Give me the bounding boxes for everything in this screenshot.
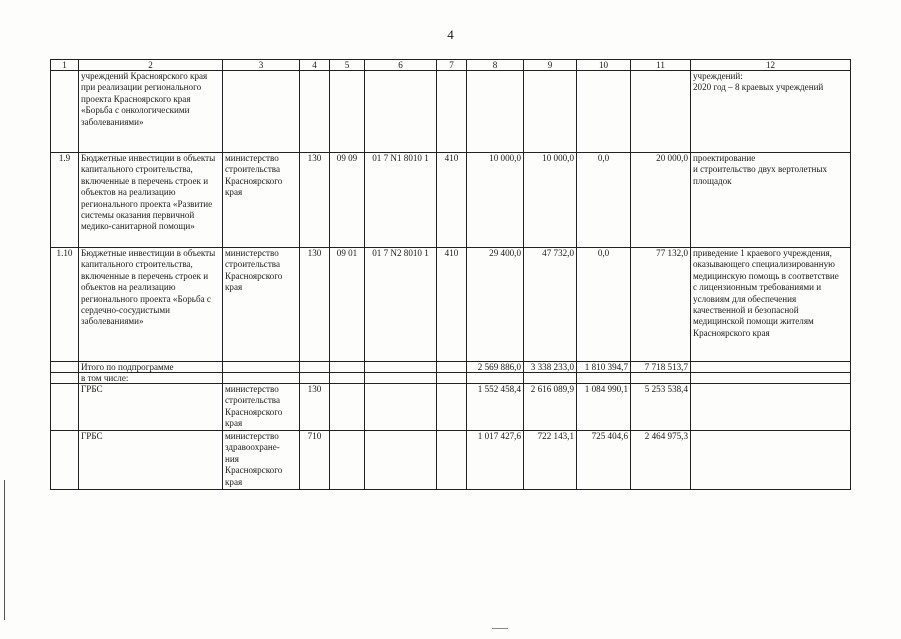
- cell-vr: [437, 71, 467, 153]
- cell-year-2: 47 732,0: [524, 248, 577, 362]
- cell-description: в том числе:: [79, 373, 223, 384]
- cell-total: 20 000,0: [631, 153, 691, 248]
- cell-year-1: 1 017 427,6: [467, 431, 524, 490]
- cell-number: [51, 71, 79, 153]
- cell-vr: [437, 384, 467, 431]
- cell-total: 5 253 538,4: [631, 384, 691, 431]
- cell-rzpr: [330, 71, 365, 153]
- cell-total: [631, 373, 691, 384]
- cell-grbs-code: [300, 71, 330, 153]
- cell-number: 1.10: [51, 248, 79, 362]
- cell-year-2: [524, 373, 577, 384]
- cell-administrator: министерство строительства Красноярского края: [223, 248, 300, 362]
- table-row-grbs-health: [51, 431, 851, 490]
- cell-year-2: [524, 71, 577, 153]
- cell-result: [691, 384, 851, 431]
- cell-rzpr: 09 01: [330, 248, 365, 362]
- header-cell: 7: [437, 60, 467, 71]
- cell-year-3: [577, 71, 631, 153]
- table-row-subprogram-total: [51, 362, 851, 373]
- cell-rzpr: 09 09: [330, 153, 365, 248]
- cell-csr: [365, 384, 437, 431]
- cell-administrator: министерство строительства Красноярского края: [223, 153, 300, 248]
- cell-number: [51, 373, 79, 384]
- cell-rzpr: [330, 431, 365, 490]
- cell-rzpr: [330, 384, 365, 431]
- cell-total: 7 718 513,7: [631, 362, 691, 373]
- cell-description: учреждений Красноярского края при реализации регионального проекта Красноярского края «Борьба с онкологическими заболеваниями»: [79, 71, 223, 153]
- header-cell: 8: [467, 60, 524, 71]
- cell-rzpr: [330, 362, 365, 373]
- cell-year-1: 1 552 458,4: [467, 384, 524, 431]
- cell-year-3: [577, 373, 631, 384]
- header-cell: 6: [365, 60, 437, 71]
- cell-year-1: [467, 373, 524, 384]
- cell-year-1: 2 569 886,0: [467, 362, 524, 373]
- header-cell: 2: [79, 60, 223, 71]
- cell-total: [631, 71, 691, 153]
- cell-number: [51, 431, 79, 490]
- cell-result: проектирование и строительство двух вертолетных площадок: [691, 153, 851, 248]
- cell-year-3: 725 404,6: [577, 431, 631, 490]
- cell-description: Бюджетные инвестиции в объекты капитального строительства, включенные в перечень строек и объектов на реализацию регионального проекта «Борьба с сердечно-сосудистыми заболеваниями»: [79, 248, 223, 362]
- header-cell: 3: [223, 60, 300, 71]
- cell-year-1: [467, 71, 524, 153]
- cell-description: ГРБС: [79, 384, 223, 431]
- cell-year-2: 722 143,1: [524, 431, 577, 490]
- cell-grbs-code: [300, 362, 330, 373]
- cell-description: Итого по подпрограмме: [79, 362, 223, 373]
- cell-csr: 01 7 N1 8010 1: [365, 153, 437, 248]
- cell-total: 2 464 975,3: [631, 431, 691, 490]
- cell-total: 77 132,0: [631, 248, 691, 362]
- scan-dash: [492, 628, 508, 629]
- cell-year-3: 0,0: [577, 153, 631, 248]
- cell-number: 1.9: [51, 153, 79, 248]
- cell-result: учреждений: 2020 год – 8 краевых учреждений: [691, 71, 851, 153]
- cell-description: ГРБС: [79, 431, 223, 490]
- cell-vr: 410: [437, 153, 467, 248]
- cell-grbs-code: 130: [300, 153, 330, 248]
- cell-grbs-code: 710: [300, 431, 330, 490]
- cell-csr: [365, 431, 437, 490]
- cell-csr: [365, 373, 437, 384]
- cell-year-1: 29 400,0: [467, 248, 524, 362]
- cell-year-2: 10 000,0: [524, 153, 577, 248]
- cell-grbs-code: 130: [300, 384, 330, 431]
- cell-year-3: 1 810 394,7: [577, 362, 631, 373]
- cell-description: Бюджетные инвестиции в объекты капитального строительства, включенные в перечень строек и объектов на реализацию регионального проекта «Развитие системы оказания первичной медико-санитарной помощи»: [79, 153, 223, 248]
- cell-year-2: 2 616 089,9: [524, 384, 577, 431]
- cell-administrator: [223, 71, 300, 153]
- cell-vr: [437, 362, 467, 373]
- table-row-1-10: [51, 248, 851, 362]
- header-cell: 12: [691, 60, 851, 71]
- header-cell: 5: [330, 60, 365, 71]
- cell-year-1: 10 000,0: [467, 153, 524, 248]
- cell-administrator: министерство здравоохране- ния Красноярского края: [223, 431, 300, 490]
- cell-result: [691, 373, 851, 384]
- header-cell: 4: [300, 60, 330, 71]
- cell-number: [51, 384, 79, 431]
- cell-administrator: министерство строительства Красноярского края: [223, 384, 300, 431]
- cell-vr: 410: [437, 248, 467, 362]
- cell-csr: 01 7 N2 8010 1: [365, 248, 437, 362]
- scan-margin-line: [4, 480, 5, 620]
- cell-grbs-code: [300, 373, 330, 384]
- budget-table: [50, 59, 851, 490]
- header-row: [51, 60, 851, 71]
- header-cell: 9: [524, 60, 577, 71]
- table-row-continuation: [51, 71, 851, 153]
- page-number: 4: [447, 27, 454, 42]
- cell-result: [691, 362, 851, 373]
- header-cell: 1: [51, 60, 79, 71]
- cell-administrator: [223, 373, 300, 384]
- cell-result: [691, 431, 851, 490]
- cell-vr: [437, 431, 467, 490]
- table-row-1-9: [51, 153, 851, 248]
- table-row-grbs-construction: [51, 384, 851, 431]
- cell-result: приведение 1 краевого учреждения, оказывающего специализированную медицинскую помощь в соответствие с лицензионным требованиями и условиям для обеспечения качественной и безопасной медицинской помощи жителям Красноярского края: [691, 248, 851, 362]
- cell-rzpr: [330, 373, 365, 384]
- cell-year-2: 3 338 233,0: [524, 362, 577, 373]
- header-cell: 10: [577, 60, 631, 71]
- header-cell: 11: [631, 60, 691, 71]
- cell-grbs-code: 130: [300, 248, 330, 362]
- table-row-including: [51, 373, 851, 384]
- cell-year-3: 1 084 990,1: [577, 384, 631, 431]
- cell-csr: [365, 71, 437, 153]
- cell-year-3: 0,0: [577, 248, 631, 362]
- cell-number: [51, 362, 79, 373]
- cell-vr: [437, 373, 467, 384]
- cell-csr: [365, 362, 437, 373]
- cell-administrator: [223, 362, 300, 373]
